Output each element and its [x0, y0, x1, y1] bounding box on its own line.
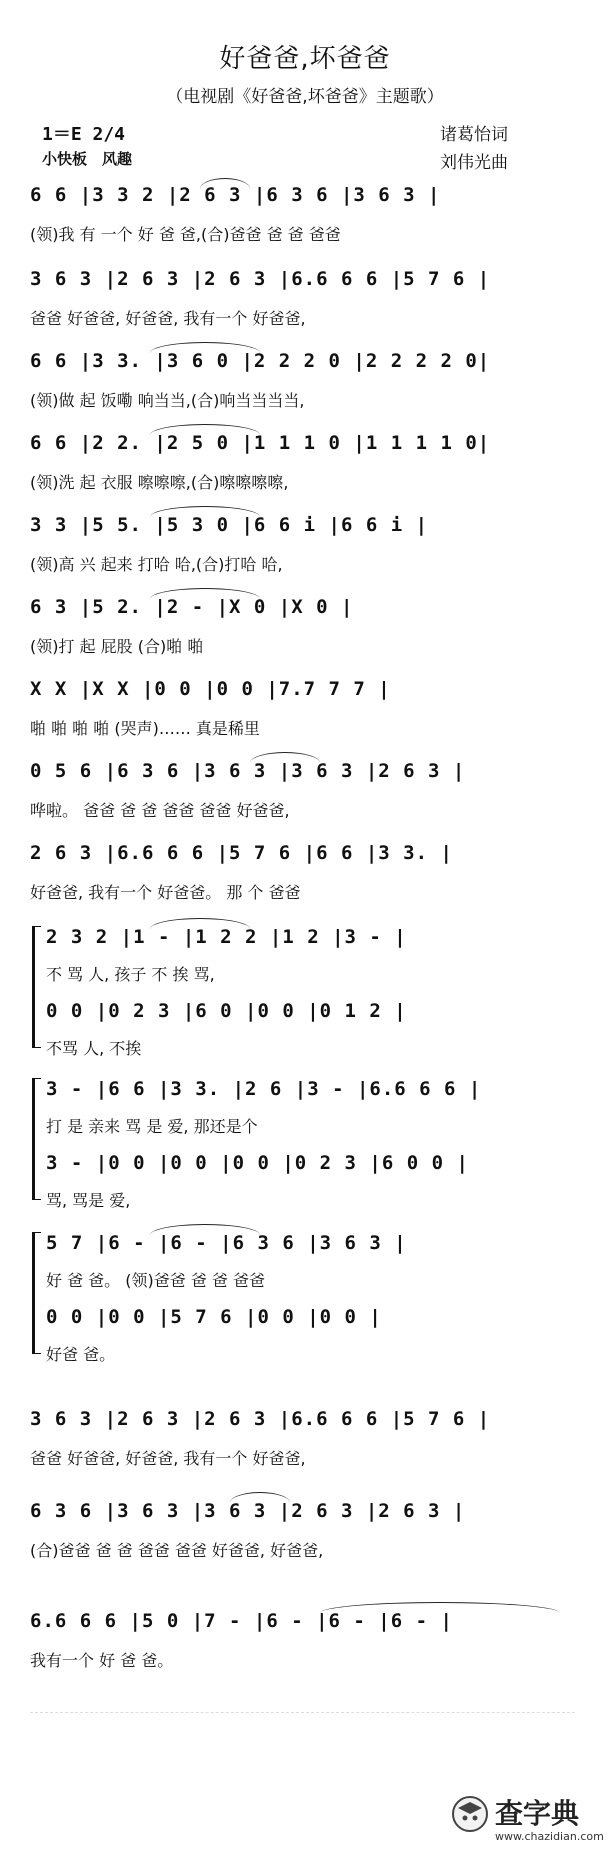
lyrics-row-1: (领)我 有 一个 好 爸 爸,(合)爸爸 爸 爸 爸爸 — [30, 225, 341, 244]
duet2-lower-lyrics: 骂, 骂是 爱, — [46, 1191, 131, 1210]
slur — [150, 506, 260, 517]
site-watermark — [450, 1790, 604, 1850]
notation-row-10: 3 6 3 |2 6 3 |2 6 3 |6.6 6 6 |5 7 6 | — [30, 1408, 491, 1430]
lyrics-row-4: (领)洗 起 衣服 嚓嚓嚓,(合)嚓嚓嚓嚓, — [30, 473, 289, 492]
notation-row-11: 6 3 6 |3 6 3 |3 6 3 |2 6 3 |2 6 3 | — [30, 1500, 466, 1522]
system-brace — [32, 926, 41, 1048]
lyrics-row-7: 啪 啪 啪 啪 (哭声)…… 真是稀里 — [30, 719, 260, 738]
watermark-url: www.chazidian.com — [495, 1830, 604, 1843]
slur — [150, 342, 260, 353]
duet1-upper-lyrics: 不 骂 人, 孩子 不 挨 骂, — [46, 965, 215, 984]
notation-row-1: 6 6 |3 3 2 |2 6 3 |6 3 6 |3 6 3 | — [30, 184, 441, 206]
duet3-upper-lyrics: 好 爸 爸。 (领)爸爸 爸 爸 爸爸 — [46, 1271, 266, 1290]
notation-row-9: 2 6 3 |6.6 6 6 |5 7 6 |6 6 |3 3. | — [30, 842, 453, 864]
system-brace — [32, 1078, 41, 1200]
divider — [30, 1712, 575, 1713]
lyrics-row-10: 爸爸 好爸爸, 好爸爸, 我有一个 好爸爸, — [30, 1449, 306, 1468]
song-subtitle: （电视剧《好爸爸,坏爸爸》主题歌） — [166, 87, 444, 107]
notation-row-6: 6 3 |5 2. |2 - |X 0 |X 0 | — [30, 596, 354, 618]
lyricist-credit: 诸葛怡词 — [440, 125, 508, 145]
slur — [150, 424, 260, 435]
slur — [150, 1224, 260, 1235]
duet3-lower-lyrics: 好爸 爸。 — [46, 1345, 116, 1364]
notation-row-7: X X |X X |0 0 |0 0 |7.7 7 7 | — [30, 678, 391, 700]
lyrics-row-12: 我有一个 好 爸 爸。 — [30, 1651, 174, 1670]
duet3-lower-notation: 0 0 |0 0 |5 7 6 |0 0 |0 0 | — [46, 1306, 382, 1328]
lyrics-row-11: (合)爸爸 爸 爸 爸爸 爸爸 好爸爸, 好爸爸, — [30, 1541, 324, 1560]
watermark-brand: 查字典 — [495, 1797, 580, 1830]
duet3-upper-notation: 5 7 |6 - |6 - |6 3 6 |3 6 3 | — [46, 1232, 407, 1254]
duet1-lower-notation: 0 0 |0 2 3 |6 0 |0 0 |0 1 2 | — [46, 1000, 407, 1022]
slur — [230, 1492, 290, 1503]
slur — [150, 588, 260, 599]
mascot-icon — [450, 1794, 490, 1834]
duet2-upper-lyrics: 打 是 亲来 骂 是 爱, 那还是个 — [46, 1117, 258, 1136]
slur — [250, 752, 320, 763]
notation-row-2: 3 6 3 |2 6 3 |2 6 3 |6.6 6 6 |5 7 6 | — [30, 268, 491, 290]
tempo-marking: 小快板 风趣 — [42, 150, 133, 168]
lyrics-row-2: 爸爸 好爸爸, 好爸爸, 我有一个 好爸爸, — [30, 309, 306, 328]
duet2-upper-notation: 3 - |6 6 |3 3. |2 6 |3 - |6.6 6 6 | — [46, 1078, 482, 1100]
lyrics-row-3: (领)做 起 饭嘞 响当当,(合)响当当当当, — [30, 391, 305, 410]
duet2-lower-notation: 3 - |0 0 |0 0 |0 0 |0 2 3 |6 0 0 | — [46, 1152, 469, 1174]
system-brace — [32, 1232, 41, 1354]
duet1-lower-lyrics: 不骂 人, 不挨 — [46, 1039, 142, 1058]
lyrics-row-8: 哗啦。 爸爸 爸 爸 爸爸 爸爸 好爸爸, — [30, 801, 290, 820]
key-signature: 1＝E 2/4 — [42, 124, 126, 145]
slur — [200, 178, 250, 189]
slur — [320, 1602, 560, 1613]
notation-row-12: 6.6 6 6 |5 0 |7 - |6 - |6 - |6 - | — [30, 1610, 453, 1632]
lyrics-row-5: (领)高 兴 起来 打哈 哈,(合)打哈 哈, — [30, 555, 283, 574]
notation-row-4: 6 6 |2 2. |2 5 0 |1 1 1 0 |1 1 1 1 0| — [30, 432, 491, 454]
composer-credit: 刘伟光曲 — [440, 153, 508, 173]
duet1-upper-notation: 2 3 2 |1 - |1 2 2 |1 2 |3 - | — [46, 926, 407, 948]
notation-row-3: 6 6 |3 3. |3 6 0 |2 2 2 0 |2 2 2 2 0| — [30, 350, 491, 372]
notation-row-8: 0 5 6 |6 3 6 |3 6 3 |3 6 3 |2 6 3 | — [30, 760, 466, 782]
slur — [150, 918, 250, 929]
song-title: 好爸爸,坏爸爸 — [219, 44, 391, 74]
notation-row-5: 3 3 |5 5. |5 3 0 |6 6 i |6 6 i | — [30, 514, 429, 536]
lyrics-row-9: 好爸爸, 我有一个 好爸爸。 那 个 爸爸 — [30, 883, 301, 902]
lyrics-row-6: (领)打 起 屁股 (合)啪 啪 — [30, 637, 204, 656]
